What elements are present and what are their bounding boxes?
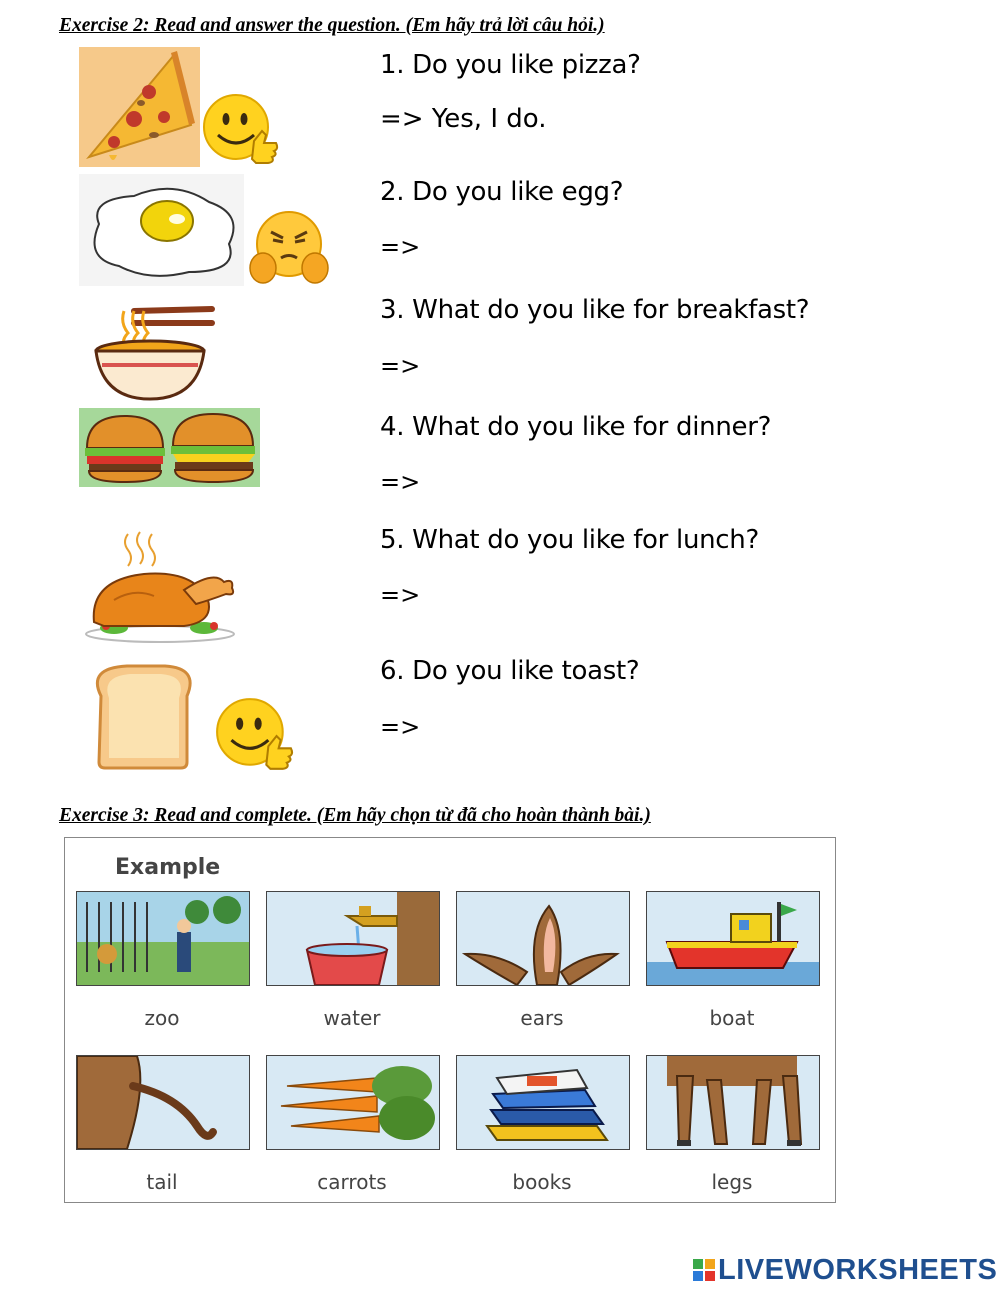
word-zoo: zoo [144, 1006, 180, 1030]
boat-picture [646, 891, 820, 986]
thumbs-up-smiley-icon [200, 93, 280, 168]
example-label: Example [115, 855, 221, 880]
angry-face-icon [247, 208, 332, 288]
answer-4[interactable]: => [380, 468, 421, 496]
burgers-image [79, 408, 260, 487]
liveworksheets-logo-text: LIVEWORKSHEETS [718, 1254, 998, 1286]
word-tail: tail [146, 1170, 178, 1194]
zoo-picture [76, 891, 250, 986]
pizza-image [79, 47, 200, 167]
toast-image [87, 662, 200, 770]
word-bank-box [64, 837, 836, 1203]
exercise-2-heading: Exercise 2: Read and answer the question. (Em hãy trả lời câu hỏi.) [59, 15, 605, 36]
liveworksheets-logo[interactable] [692, 1254, 997, 1287]
liveworksheets-logo-icon [692, 1258, 718, 1284]
answer-6[interactable]: => [380, 713, 421, 741]
ears-picture [456, 891, 630, 986]
word-carrots: carrots [317, 1170, 387, 1194]
answer-3[interactable]: => [380, 352, 421, 380]
question-3: 3. What do you like for breakfast? [380, 295, 810, 325]
carrots-picture [266, 1055, 440, 1150]
word-legs: legs [711, 1170, 753, 1194]
thumbs-up-smiley-icon [213, 697, 295, 774]
question-2: 2. Do you like egg? [380, 177, 624, 207]
exercise-3-heading: Exercise 3: Read and complete. (Em hãy chọn từ đã cho hoàn thành bài.) [59, 805, 651, 826]
legs-picture [646, 1055, 820, 1150]
question-5: 5. What do you like for lunch? [380, 525, 759, 555]
word-water: water [323, 1006, 381, 1030]
books-picture [456, 1055, 630, 1150]
answer-2[interactable]: => [380, 233, 421, 261]
word-ears: ears [520, 1006, 564, 1030]
noodle-bowl-image [94, 303, 216, 403]
answer-1[interactable]: => Yes, I do. [380, 104, 547, 134]
answer-5[interactable]: => [380, 581, 421, 609]
fried-egg-image [79, 174, 244, 286]
question-4: 4. What do you like for dinner? [380, 412, 772, 442]
question-6: 6. Do you like toast? [380, 656, 640, 686]
tail-picture [76, 1055, 250, 1150]
word-books: books [512, 1170, 572, 1194]
water-picture [266, 891, 440, 986]
word-boat: boat [709, 1006, 755, 1030]
question-1: 1. Do you like pizza? [380, 50, 641, 80]
roast-chicken-image [84, 530, 236, 645]
